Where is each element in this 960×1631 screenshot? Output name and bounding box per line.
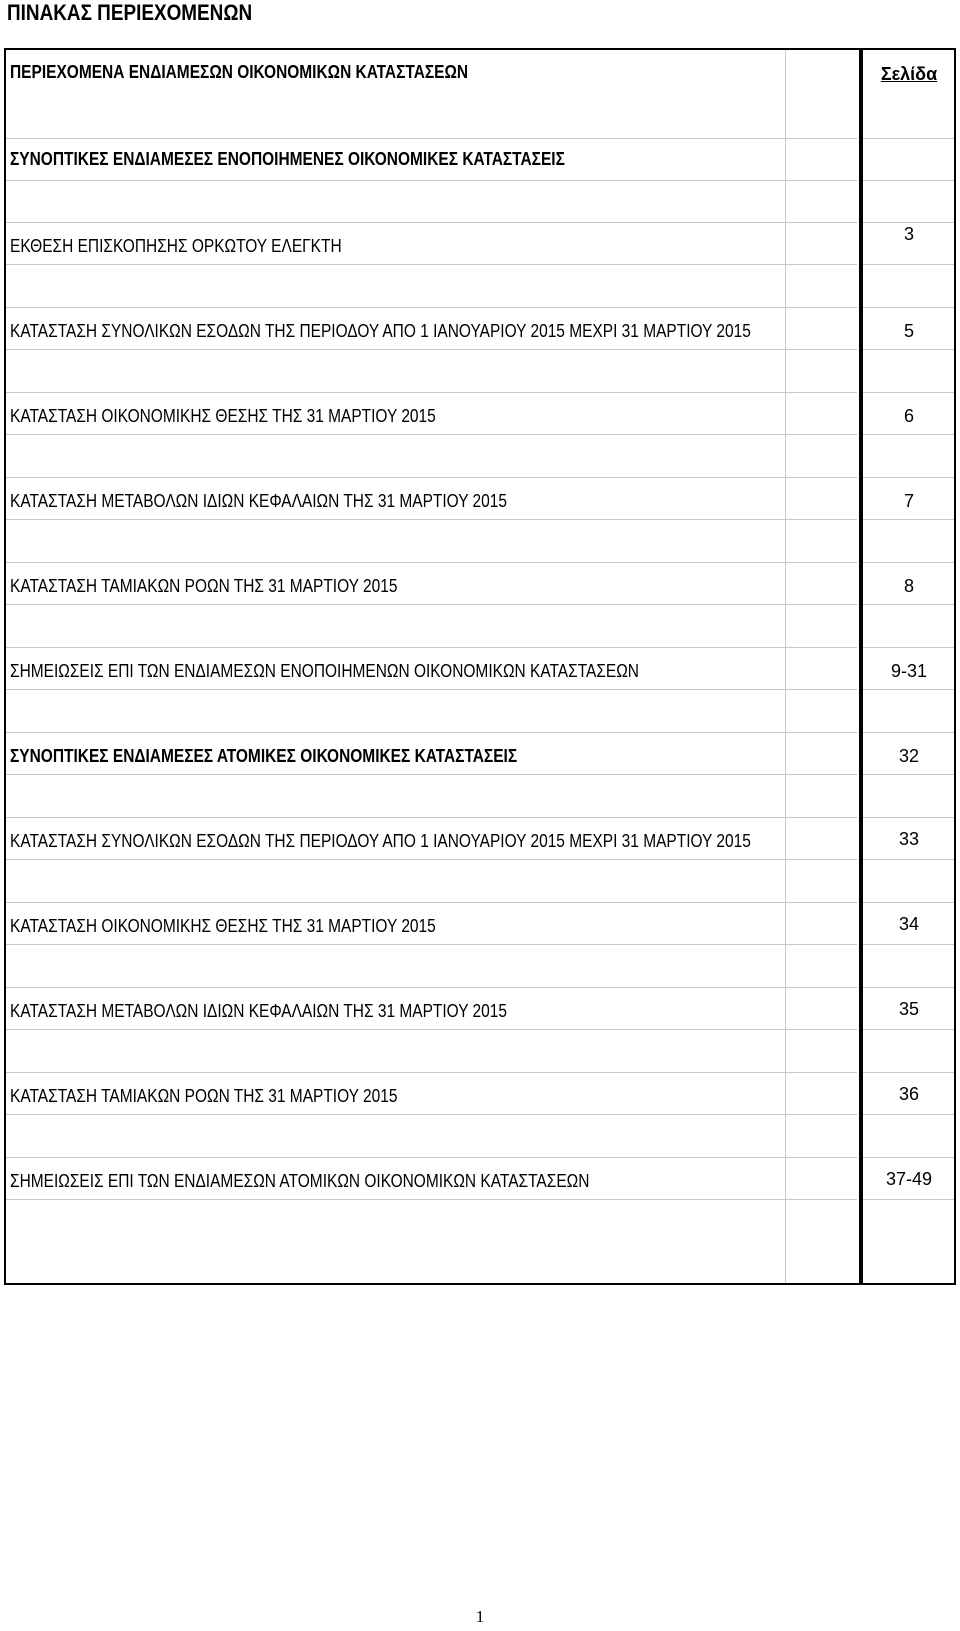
- toc-entry-page: 5: [903, 321, 914, 341]
- toc-entry-page: 33: [898, 829, 920, 849]
- toc-entry-label: ΚΑΤΑΣΤΑΣΗ ΟΙΚΟΝΟΜΙΚΗΣ ΘΕΣΗΣ ΤΗΣ 31 ΜΑΡΤΙΟΥ 2015: [10, 916, 436, 936]
- toc-row: [6, 902, 954, 987]
- toc-row: [6, 222, 954, 307]
- toc-entry-label: ΚΑΤΑΣΤΑΣΗ ΤΑΜΙΑΚΩΝ ΡΟΩΝ ΤΗΣ 31 ΜΑΡΤΙΟΥ 2015: [10, 1086, 398, 1106]
- toc-entry-label: ΚΑΤΑΣΤΑΣΗ ΜΕΤΑΒΟΛΩΝ ΙΔΙΩΝ ΚΕΦΑΛΑΙΩΝ ΤΗΣ 31 ΜΑΡΤΙΟΥ 2015: [10, 491, 507, 511]
- toc-row: [6, 138, 954, 223]
- toc-header-label: ΠΕΡΙΕΧΟΜΕΝΑ ΕΝΔΙΑΜΕΣΩΝ ΟΙΚΟΝΟΜΙΚΩΝ ΚΑΤΑΣΤΑΣΕΩΝ: [10, 62, 469, 82]
- toc-row: [6, 732, 954, 817]
- toc-entry-label: ΕΚΘΕΣΗ ΕΠΙΣΚΟΠΗΣΗΣ ΟΡΚΩΤΟΥ ΕΛΕΓΚΤΗ: [10, 236, 342, 256]
- toc-row: [6, 647, 954, 732]
- toc-entry-label: ΚΑΤΑΣΤΑΣΗ ΟΙΚΟΝΟΜΙΚΗΣ ΘΕΣΗΣ ΤΗΣ 31 ΜΑΡΤΙΟΥ 2015: [10, 406, 436, 426]
- toc-entry-page: 7: [903, 491, 914, 511]
- toc-entry-label: ΚΑΤΑΣΤΑΣΗ ΤΑΜΙΑΚΩΝ ΡΟΩΝ ΤΗΣ 31 ΜΑΡΤΙΟΥ 2015: [10, 576, 398, 596]
- toc-row: [6, 307, 954, 392]
- toc-table: [4, 48, 956, 1285]
- page-title: ΠΙΝΑΚΑΣ ΠΕΡΙΕΧΟΜΕΝΩΝ: [7, 0, 253, 25]
- toc-header-row: [6, 50, 954, 138]
- page-number: 1: [475, 1607, 485, 1626]
- toc-entry-label: ΣΥΝΟΠΤΙΚΕΣ ΕΝΔΙΑΜΕΣΕΣ ΕΝΟΠΟΙΗΜΕΝΕΣ ΟΙΚΟΝΟΜΙΚΕΣ ΚΑΤΑΣΤΑΣΕΙΣ: [10, 149, 565, 169]
- toc-entry-page: 9-31: [890, 661, 928, 681]
- toc-entry-page: 36: [898, 1084, 920, 1104]
- toc-header-page-label: Σελίδα: [880, 64, 938, 84]
- toc-entry-page: 34: [898, 914, 920, 934]
- toc-entry-label: ΣΥΝΟΠΤΙΚΕΣ ΕΝΔΙΑΜΕΣΕΣ ΑΤΟΜΙΚΕΣ ΟΙΚΟΝΟΜΙΚΕΣ ΚΑΤΑΣΤΑΣΕΙΣ: [10, 746, 518, 766]
- toc-entry-page: 8: [903, 576, 914, 596]
- toc-entry-label: ΣΗΜΕΙΩΣΕΙΣ ΕΠΙ ΤΩΝ ΕΝΔΙΑΜΕΣΩΝ ΑΤΟΜΙΚΩΝ ΟΙΚΟΝΟΜΙΚΩΝ ΚΑΤΑΣΤΑΣΕΩΝ: [10, 1171, 590, 1191]
- toc-row: [6, 987, 954, 1072]
- toc-entry-page: 35: [898, 999, 920, 1019]
- toc-row: [6, 392, 954, 477]
- toc-entry-label: ΚΑΤΑΣΤΑΣΗ ΣΥΝΟΛΙΚΩΝ ΕΣΟΔΩΝ ΤΗΣ ΠΕΡΙΟΔΟΥ ΑΠΟ 1 ΙΑΝΟΥΑΡΙΟΥ 2015 ΜΕΧΡΙ 31 ΜΑΡΤΙΟΥ 2015: [10, 831, 751, 851]
- toc-row: [6, 1072, 954, 1157]
- toc-entry-label: ΚΑΤΑΣΤΑΣΗ ΣΥΝΟΛΙΚΩΝ ΕΣΟΔΩΝ ΤΗΣ ΠΕΡΙΟΔΟΥ ΑΠΟ 1 ΙΑΝΟΥΑΡΙΟΥ 2015 ΜΕΧΡΙ 31 ΜΑΡΤΙΟΥ 2015: [10, 321, 751, 341]
- toc-entry-label: ΣΗΜΕΙΩΣΕΙΣ ΕΠΙ ΤΩΝ ΕΝΔΙΑΜΕΣΩΝ ΕΝΟΠΟΙΗΜΕΝΩΝ ΟΙΚΟΝΟΜΙΚΩΝ ΚΑΤΑΣΤΑΣΕΩΝ: [10, 661, 639, 681]
- toc-entry-page: 3: [903, 224, 914, 244]
- toc-row: [6, 817, 954, 902]
- toc-row: [6, 477, 954, 562]
- toc-entry-label: ΚΑΤΑΣΤΑΣΗ ΜΕΤΑΒΟΛΩΝ ΙΔΙΩΝ ΚΕΦΑΛΑΙΩΝ ΤΗΣ 31 ΜΑΡΤΙΟΥ 2015: [10, 1001, 507, 1021]
- toc-row: [6, 562, 954, 647]
- toc-entry-page: 32: [898, 746, 920, 766]
- toc-entry-page: 6: [903, 406, 914, 426]
- toc-row: [6, 1157, 954, 1242]
- toc-entry-page: 37-49: [885, 1169, 933, 1189]
